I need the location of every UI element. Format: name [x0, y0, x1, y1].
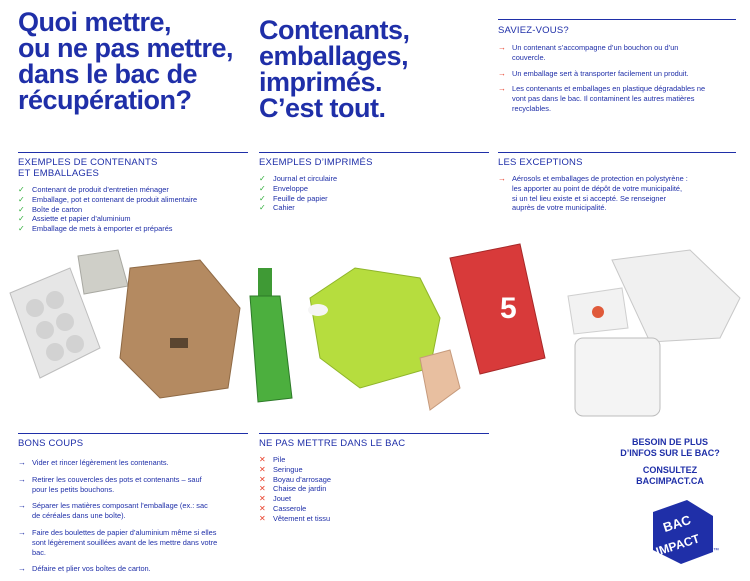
arrow-right-icon: →	[498, 174, 506, 183]
section-heading-line: EXEMPLES DE CONTENANTS	[18, 157, 158, 168]
divider	[18, 152, 248, 153]
sub-title-line: Contenants,	[259, 15, 410, 45]
list-item	[259, 455, 489, 465]
list-item-text: Vider et rincer légèrement les contenants.	[32, 458, 169, 467]
sub-title-line: C’est tout.	[259, 93, 386, 123]
check-icon: ✓	[18, 194, 25, 204]
list-item	[18, 195, 248, 205]
section-heading: EXEMPLES D’IMPRIMÉS	[259, 157, 373, 168]
list-item	[18, 528, 218, 557]
list-item-text: Seringue	[273, 464, 303, 474]
saviez-list	[498, 43, 736, 114]
recyclables-photo	[0, 238, 750, 428]
saviez-vous-section	[498, 25, 736, 120]
check-icon: ✓	[259, 203, 266, 213]
detergent-jug-image	[308, 268, 440, 388]
green-bottle-image	[250, 268, 292, 402]
list-item	[18, 205, 248, 215]
check-icon: ✓	[259, 174, 266, 183]
section-heading: LES EXCEPTIONS	[498, 157, 583, 168]
list-item	[498, 69, 698, 79]
list-item-text: Un contenant s’accompagne d’un bouchon ou d’un couvercle.	[512, 43, 679, 62]
section-heading: SAVIEZ-VOUS?	[498, 25, 569, 36]
check-icon: ✓	[259, 183, 266, 193]
clear-container-image	[575, 338, 660, 416]
list-item-text: Chaise de jardin	[273, 484, 327, 494]
list-item	[498, 43, 698, 63]
list-item	[259, 465, 489, 475]
list-item-text: Défaire et plier vos boîtes de carton.	[32, 564, 151, 574]
consult-line: BACIMPACT.CA	[636, 476, 704, 486]
main-title-line: dans le bac de	[18, 59, 198, 89]
logo-top-text: BAC	[661, 512, 693, 535]
arrow-right-icon: →	[18, 527, 26, 537]
check-icon: ✓	[18, 204, 25, 214]
exemples-contenants-section	[18, 157, 248, 234]
paper-sheet-image	[612, 250, 740, 342]
paper-bag-image	[120, 260, 240, 398]
list-item	[259, 194, 489, 204]
list-item	[18, 564, 218, 574]
list-item	[18, 185, 248, 195]
besoin-infos	[605, 437, 735, 459]
arrow-right-icon: →	[18, 501, 26, 511]
check-icon: ✓	[18, 185, 25, 194]
side-question-line: D’INFOS SUR LE BAC?	[620, 448, 720, 458]
cross-icon: ✕	[259, 455, 266, 464]
arrow-right-icon: →	[18, 564, 26, 574]
fabric-sleeve-image	[420, 350, 460, 410]
divider	[498, 19, 736, 20]
list-item	[18, 458, 218, 468]
divider	[498, 152, 736, 153]
list-item-text: Boîte de carton	[32, 204, 83, 214]
sub-title-line: imprimés.	[259, 67, 383, 97]
arrow-right-icon: →	[18, 474, 26, 484]
section-heading: NE PAS METTRE DANS LE BAC	[259, 438, 406, 449]
arrow-right-icon: →	[498, 43, 506, 52]
check-icon: ✓	[18, 214, 25, 224]
exemples-imprimes-section	[259, 157, 489, 213]
section-heading: BONS COUPS	[18, 438, 84, 449]
list-item	[498, 84, 713, 113]
list-item-text: Assiette et papier d’aluminium	[32, 214, 131, 224]
list-item	[259, 504, 489, 514]
list-item	[18, 214, 248, 224]
list-item	[18, 475, 218, 495]
main-title-line: ou ne pas mettre,	[18, 33, 234, 63]
section-heading-line: ET EMBALLAGES	[18, 168, 100, 179]
logo-bottom-text: IMPACT	[654, 531, 702, 559]
list-item-text: Faire des boulettes de papier d’aluminium même si elles sont légèrement souillées avant de les mettre dans votre bac.	[32, 527, 218, 557]
list-item-text: Vêtement et tissu	[273, 513, 331, 523]
magazine-image	[450, 244, 545, 374]
main-title	[18, 9, 248, 113]
list-item	[259, 174, 489, 184]
sub-title-line: emballages,	[259, 41, 409, 71]
arrow-right-icon: →	[498, 68, 506, 78]
bons-coups-section	[18, 438, 248, 581]
list-item-text: Cahier	[273, 203, 295, 213]
list-item	[18, 501, 218, 521]
main-title-line: récupération?	[18, 85, 192, 115]
divider	[259, 433, 489, 434]
list-item-text: Enveloppe	[273, 183, 308, 193]
divider	[259, 152, 489, 153]
list-item-text: Feuille de papier	[273, 193, 328, 203]
list-item	[259, 494, 489, 504]
list-item	[259, 475, 489, 485]
list-item-text: Emballage de mets à emporter et préparés	[32, 224, 173, 234]
exceptions-list	[498, 174, 736, 213]
check-icon: ✓	[18, 224, 25, 234]
bacimpact-logo	[647, 498, 719, 566]
arrow-right-icon: →	[18, 458, 26, 467]
ne-pas-mettre-list	[259, 455, 489, 524]
exceptions-section	[498, 157, 736, 213]
cross-icon: ✕	[259, 474, 266, 484]
side-question-line: BESOIN DE PLUS	[631, 437, 708, 447]
main-title-line: Quoi mettre,	[18, 7, 172, 37]
aluminium-foil-image	[78, 250, 128, 294]
trademark: ™	[713, 548, 719, 554]
list-item-text: Contenant de produit d’entretien ménager	[32, 185, 169, 194]
list-item-text: Retirer les couvercles des pots et contenants – sauf pour les petits bouchons.	[32, 474, 202, 494]
imprimes-list	[259, 174, 489, 213]
list-item-text: Emballage, pot et contenant de produit alimentaire	[32, 194, 198, 204]
cross-icon: ✕	[259, 484, 266, 494]
section-heading	[18, 157, 248, 179]
list-item-text: Casserole	[273, 503, 307, 513]
list-item	[259, 514, 489, 524]
list-item-text: Un emballage sert à transporter facilement un produit.	[512, 68, 689, 78]
list-item	[259, 184, 489, 194]
divider	[18, 433, 248, 434]
cross-icon: ✕	[259, 503, 266, 513]
list-item-text: Journal et circulaire	[273, 174, 338, 183]
list-item	[259, 203, 489, 213]
contenants-list	[18, 185, 248, 234]
list-item-text: Les contenants et emballages en plastique dégradables ne vont pas dans le bac. Il contaminent les autres matières recyclables.	[512, 84, 706, 113]
list-item	[498, 174, 688, 213]
list-item-text: Séparer les matières composant l’emballage (ex.: sac de céréales dans une boîte).	[32, 501, 208, 521]
cross-icon: ✕	[259, 513, 266, 523]
cross-icon: ✕	[259, 494, 266, 504]
consultez-link[interactable]	[605, 465, 735, 487]
check-icon: ✓	[259, 193, 266, 203]
bons-coups-list	[18, 458, 248, 574]
svg-text:5: 5	[500, 292, 517, 325]
list-item-text: Boyau d’arrosage	[273, 474, 331, 484]
list-item-text: Jouet	[273, 494, 292, 504]
sub-title	[259, 17, 489, 121]
list-item-text: Aérosols et emballages de protection en polystyrène : les apporter au point de dépôt de votre municipalité, si un tel lieu existe et si accepté. Se renseigner auprès de votre municipalité.	[512, 174, 688, 213]
consult-line: CONSULTEZ	[642, 465, 698, 475]
logo-icon	[647, 498, 719, 566]
list-item	[259, 484, 489, 494]
list-item-text: Pile	[273, 455, 286, 464]
arrow-right-icon: →	[498, 84, 506, 94]
list-item	[18, 224, 248, 234]
cross-icon: ✕	[259, 464, 266, 474]
ne-pas-mettre-section	[259, 438, 489, 524]
